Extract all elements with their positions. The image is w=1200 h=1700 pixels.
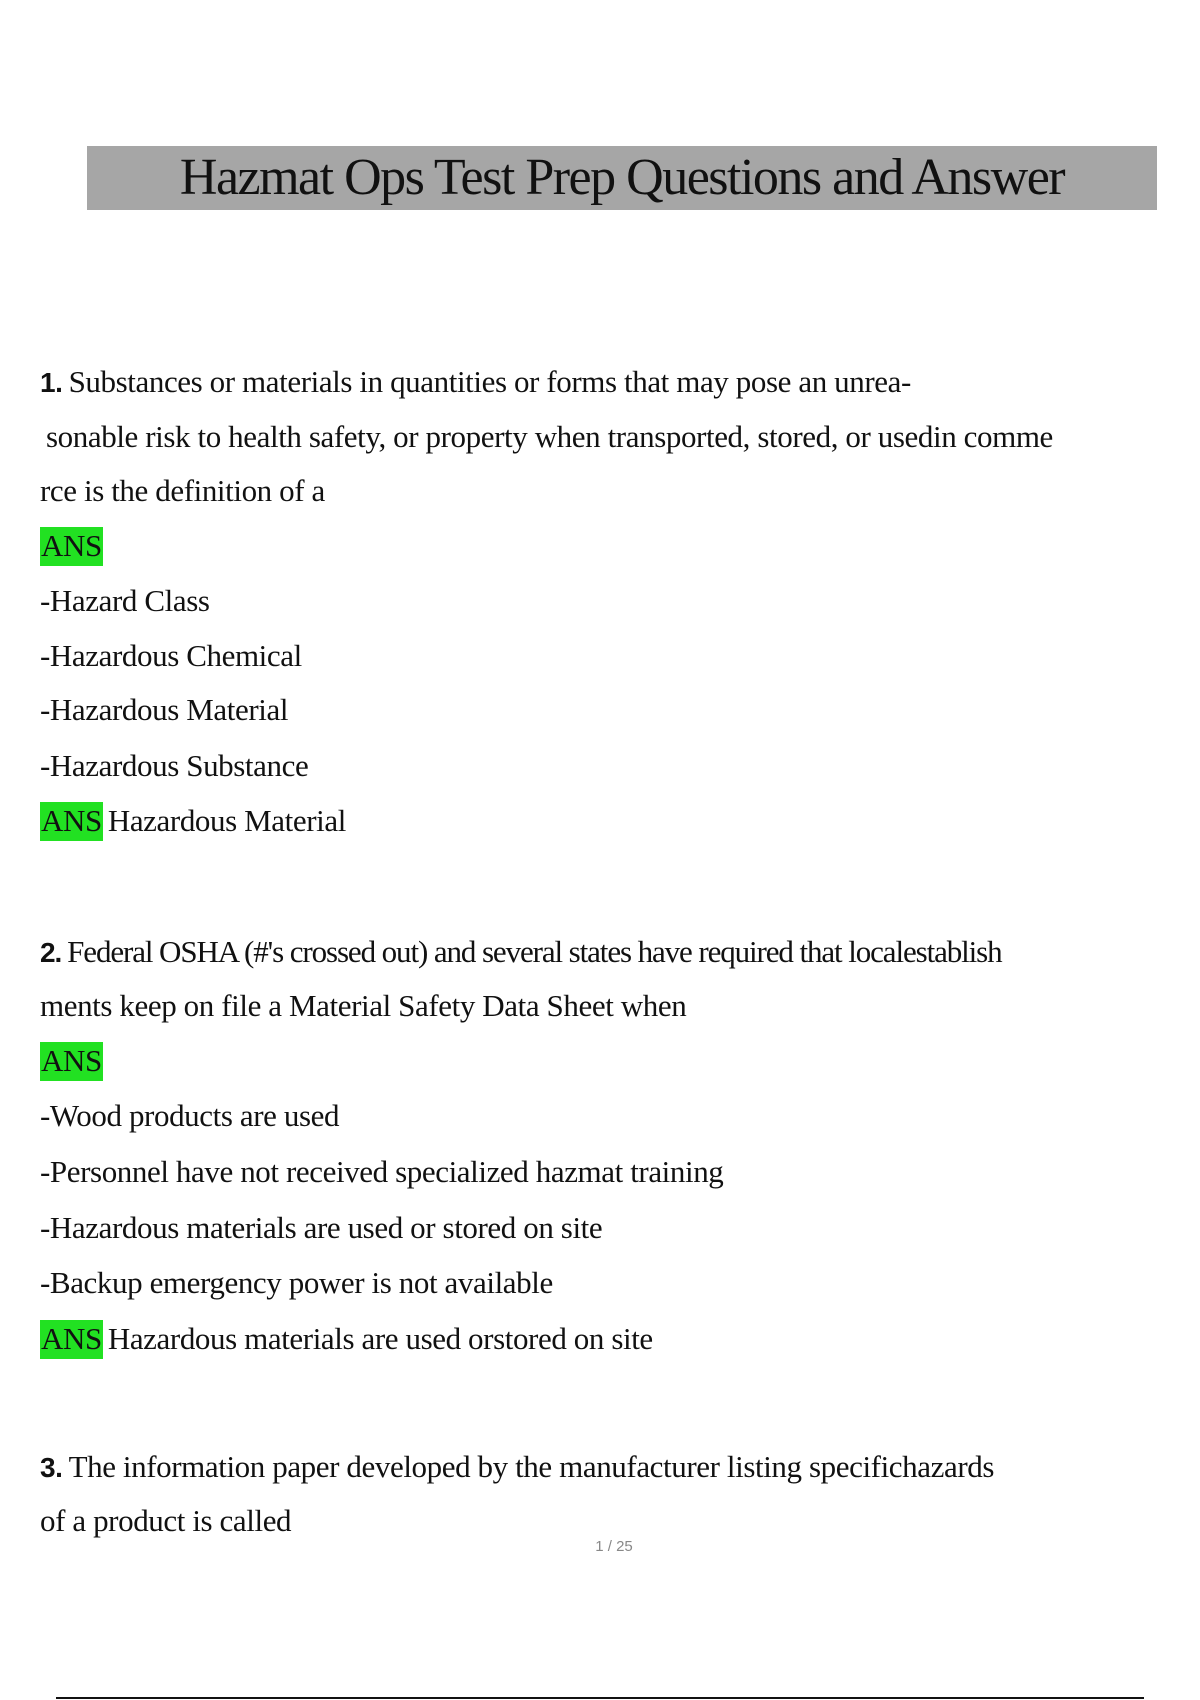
page-divider [56,1697,1144,1699]
ans-label [40,1041,103,1081]
answer-text: Hazardous Material [107,803,346,838]
question-1-line-2: sonable risk to health safety, or property when transported, stored, or usedin comme [46,419,1053,454]
question-3-line-1 [40,1447,994,1488]
question-number: 1. [40,367,63,398]
question-number: 3. [40,1452,63,1483]
option: -Personnel have not received specialized hazmat training [40,1154,724,1189]
ans-highlight: ANS [40,1320,103,1359]
question-number: 2. [40,937,62,968]
ans-highlight: ANS [40,802,103,841]
title-banner [87,146,1157,210]
question-text: Substances or materials in quantities or forms that may pose an unrea- [68,364,911,399]
page-title: Hazmat Ops Test Prep Questions and Answer [179,149,1065,206]
question-text: The information paper developed by the manufacturer listing specifichazards [68,1449,995,1484]
ans-label [40,526,103,566]
option: -Hazardous Material [40,692,289,727]
question-text: Federal OSHA (#'s crossed out) and several states have required that localestablish [67,934,1002,969]
answer-line [40,1319,653,1359]
option: -Hazardous materials are used or stored on site [40,1210,603,1245]
answer-line [40,801,346,841]
ans-highlight: ANS [40,527,103,566]
option: -Hazardous Substance [40,748,309,783]
answer-text: Hazardous materials are used orstored on site [107,1321,653,1356]
option: -Backup emergency power is not available [40,1265,553,1300]
option: -Wood products are used [40,1098,340,1133]
question-3-line-2: of a product is called [40,1503,292,1538]
question-2-line-1 [40,932,1002,973]
question-1-line-1 [40,362,911,403]
page-indicator: 1 / 25 [595,1538,633,1555]
option: -Hazard Class [40,583,210,618]
question-2-line-2: ments keep on file a Material Safety Data Sheet when [40,988,687,1023]
option: -Hazardous Chemical [40,638,302,673]
ans-highlight: ANS [40,1042,103,1081]
question-1-line-3: rce is the definition of a [40,473,325,508]
